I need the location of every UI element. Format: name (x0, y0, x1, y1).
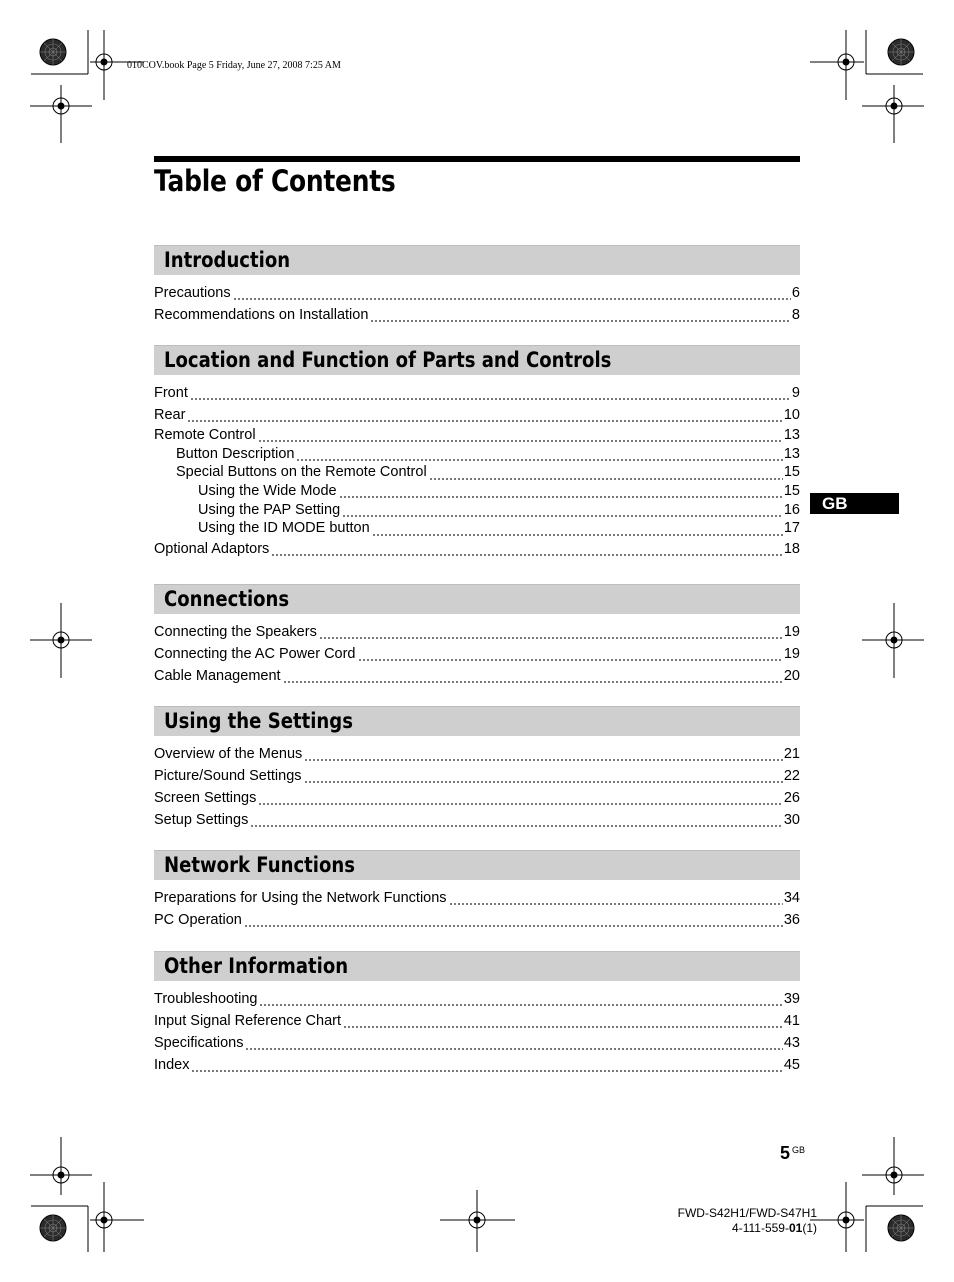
dot-leader (245, 1036, 782, 1050)
dot-leader (259, 992, 782, 1006)
dot-leader (304, 747, 783, 761)
entry-page: 36 (783, 912, 800, 928)
toc-entry (154, 382, 800, 404)
dot-leader (258, 791, 782, 805)
entry-page: 13 (783, 427, 800, 443)
entry-page: 26 (783, 790, 800, 806)
entry-label: Using the ID MODE button (198, 520, 370, 537)
model-info (678, 1206, 817, 1236)
dot-leader (271, 542, 783, 556)
dot-leader (343, 1014, 783, 1028)
entry-page: 39 (783, 991, 800, 1007)
toc-section (154, 706, 800, 831)
toc-entry (154, 887, 800, 909)
section-title: Using the Settings (164, 709, 353, 733)
entry-label: Rear (154, 407, 186, 423)
section-title: Other Information (164, 954, 349, 978)
toc-section (154, 245, 800, 326)
entry-label: Specifications (154, 1035, 244, 1051)
dot-leader (339, 484, 783, 498)
entry-label: Button Description (176, 445, 295, 462)
entry-page: 22 (783, 768, 800, 784)
toc-entry (154, 463, 800, 482)
entry-label: Connecting the Speakers (154, 624, 317, 640)
section-header (154, 584, 800, 614)
dot-leader (370, 308, 791, 322)
entry-label: Preparations for Using the Network Functions (154, 890, 447, 906)
toc-entry (154, 404, 800, 426)
toc-entry (154, 909, 800, 931)
section-title: Introduction (164, 248, 291, 272)
toc-section (154, 850, 800, 931)
entry-page: 9 (791, 385, 800, 401)
entry-page: 6 (791, 285, 800, 301)
toc-entry (154, 482, 800, 501)
toc-entry (154, 621, 800, 643)
section-title: Connections (164, 587, 290, 611)
language-tab: GB (810, 493, 899, 514)
dot-leader (372, 522, 783, 536)
model-name: FWD-S42H1/FWD-S47H1 (677, 1206, 817, 1220)
print-header-info: 010COV.book Page 5 Friday, June 27, 2008 7:25 AM (127, 60, 341, 71)
entry-page: 15 (783, 483, 800, 500)
toc-entry (154, 665, 800, 687)
entry-page: 17 (783, 520, 800, 537)
toc-entry (154, 519, 800, 538)
toc-entry (154, 1032, 800, 1054)
entry-page: 18 (783, 541, 800, 558)
entry-page: 41 (783, 1013, 800, 1029)
entry-label: Cable Management (154, 668, 281, 684)
section-title: Location and Function of Parts and Controls (164, 348, 612, 372)
dot-leader (244, 913, 783, 927)
dot-leader (250, 813, 783, 827)
dot-leader (191, 1058, 782, 1072)
entry-page: 34 (783, 890, 800, 906)
toc-entry (154, 1010, 800, 1032)
entry-page: 20 (783, 668, 800, 684)
toc-entry (154, 643, 800, 665)
toc-entry (154, 426, 800, 445)
entry-page: 13 (783, 445, 800, 462)
entry-page: 45 (783, 1057, 800, 1073)
entry-list (154, 988, 800, 1076)
entry-list (154, 743, 800, 831)
toc-section (154, 345, 800, 560)
page-number-suffix: GB (792, 1145, 806, 1155)
entry-label: Remote Control (154, 427, 256, 443)
entry-label: Using the Wide Mode (198, 483, 337, 500)
entry-page: 30 (783, 812, 800, 828)
entry-page: 21 (783, 746, 800, 762)
dot-leader (429, 466, 783, 480)
section-header (154, 706, 800, 736)
entry-label: Screen Settings (154, 790, 257, 806)
entry-page: 19 (783, 646, 800, 662)
entry-list (154, 887, 800, 931)
part-number: 4-111-559-01(1) (732, 1221, 817, 1235)
dot-leader (258, 428, 783, 442)
dot-leader (449, 891, 783, 905)
entry-label: Input Signal Reference Chart (154, 1013, 341, 1029)
entry-page: 19 (783, 624, 800, 640)
page-title: Table of Contents (154, 164, 396, 198)
dot-leader (304, 769, 783, 783)
entry-label: Index (154, 1057, 190, 1073)
entry-label: Setup Settings (154, 812, 249, 828)
section-title: Network Functions (164, 853, 356, 877)
toc-entry (154, 501, 800, 520)
entry-list (154, 382, 800, 560)
toc-entry (154, 445, 800, 464)
toc-section (154, 951, 800, 1076)
entry-label: Overview of the Menus (154, 746, 303, 762)
entry-page: 16 (783, 501, 800, 518)
section-header (154, 345, 800, 375)
dot-leader (233, 286, 791, 300)
entry-page: 10 (783, 407, 800, 423)
entry-label: Optional Adaptors (154, 541, 270, 558)
dot-leader (319, 625, 783, 639)
entry-label: Picture/Sound Settings (154, 768, 302, 784)
toc-entry (154, 787, 800, 809)
toc-entry (154, 743, 800, 765)
section-header (154, 245, 800, 275)
toc-entry (154, 538, 800, 560)
entry-page: 15 (783, 464, 800, 481)
toc-entry (154, 988, 800, 1010)
dot-leader (190, 386, 791, 400)
title-rule (154, 156, 800, 162)
entry-label: PC Operation (154, 912, 242, 928)
toc-entry (154, 282, 800, 304)
section-header (154, 850, 800, 880)
toc-entry (154, 809, 800, 831)
entry-label: Front (154, 385, 188, 401)
toc-entry (154, 304, 800, 326)
entry-label: Recommendations on Installation (154, 307, 369, 323)
section-header (154, 951, 800, 981)
entry-label: Troubleshooting (154, 991, 258, 1007)
entry-label: Precautions (154, 285, 231, 301)
page-number: 5 $^{GB}$ (780, 1143, 806, 1163)
toc-section (154, 584, 800, 687)
entry-label: Using the PAP Setting (198, 501, 341, 518)
entry-list (154, 621, 800, 687)
entry-page: 8 (791, 307, 800, 323)
dot-leader (283, 669, 783, 683)
dot-leader (187, 408, 782, 422)
entry-label: Special Buttons on the Remote Control (176, 464, 427, 481)
entry-list (154, 282, 800, 326)
toc-entry (154, 765, 800, 787)
dot-leader (358, 647, 783, 661)
dot-leader (296, 447, 782, 461)
entry-label: Connecting the AC Power Cord (154, 646, 356, 662)
entry-page: 43 (783, 1035, 800, 1051)
dot-leader (342, 503, 783, 517)
toc-entry (154, 1054, 800, 1076)
